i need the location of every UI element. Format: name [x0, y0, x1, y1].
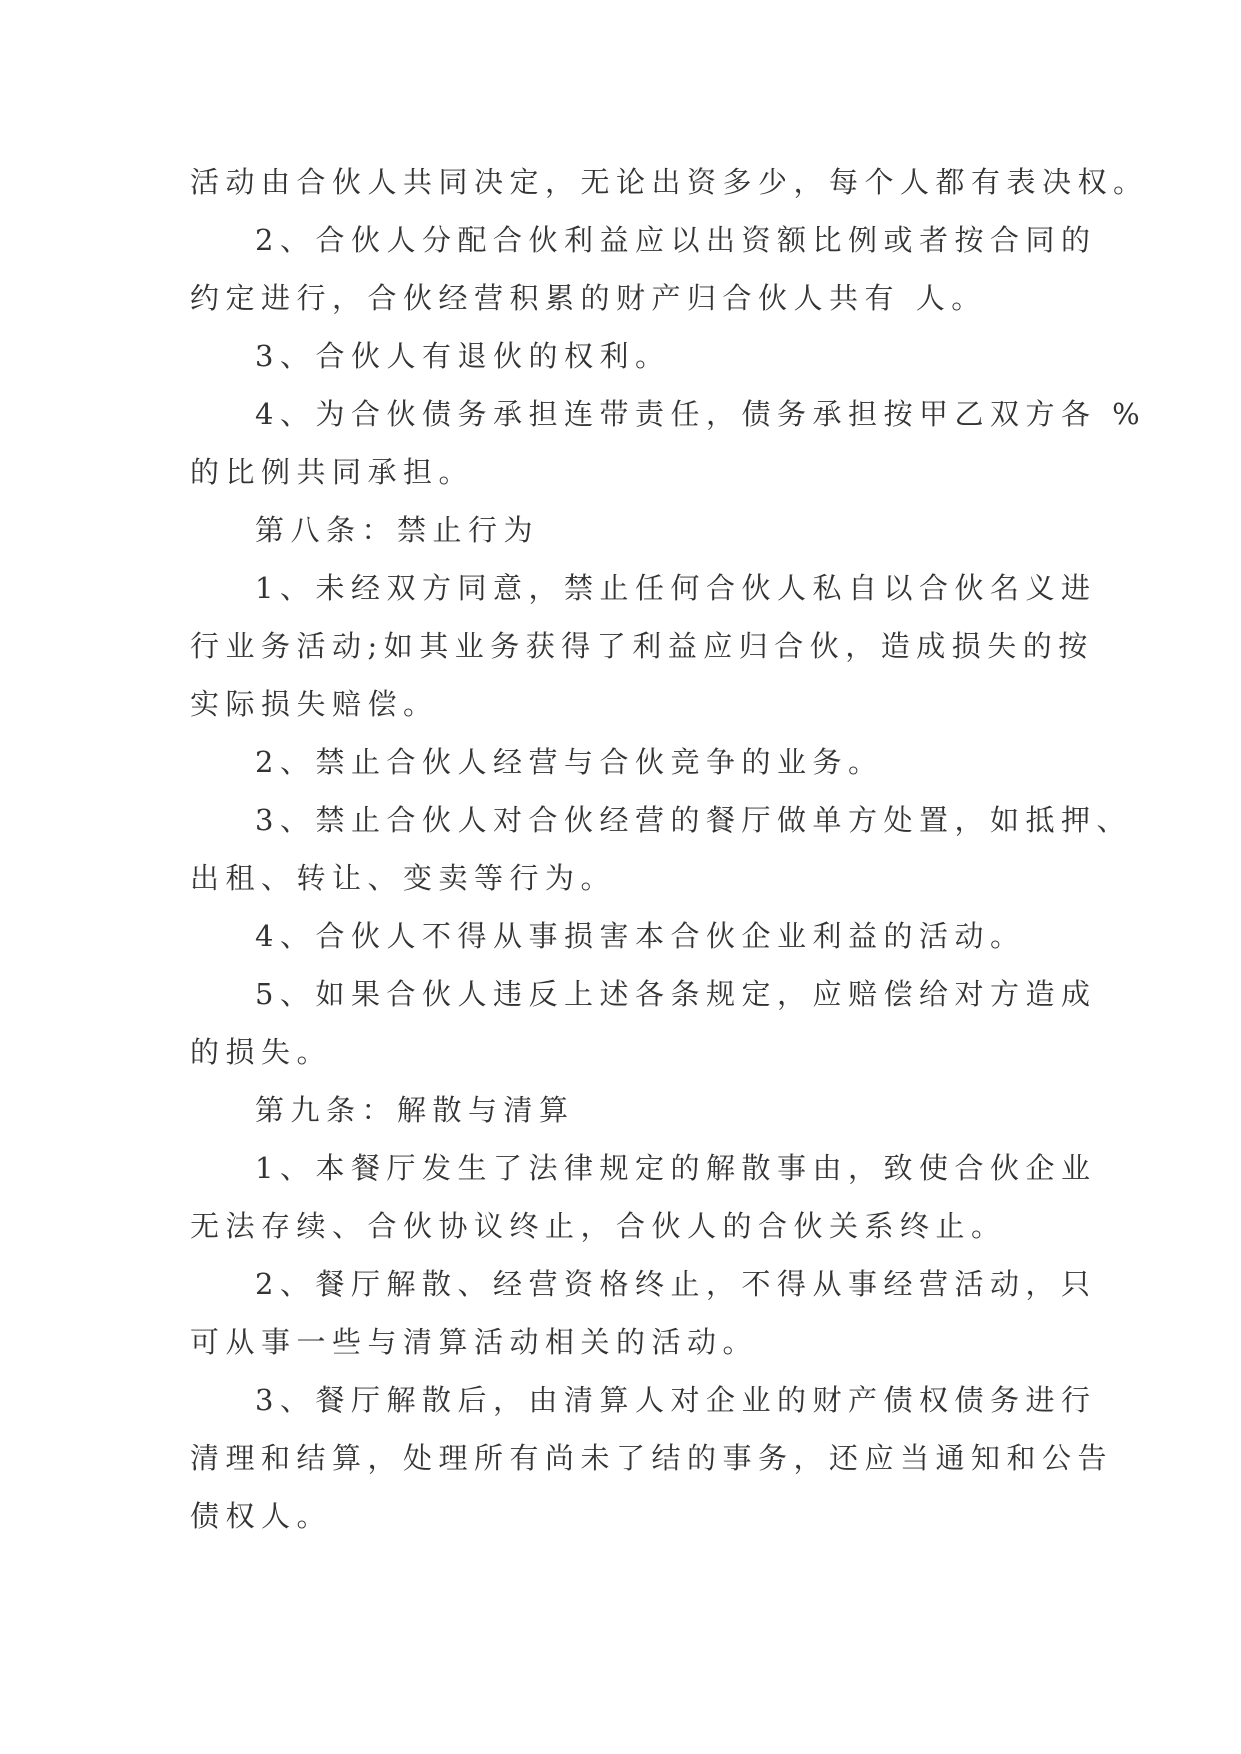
text-line: 实际损失赔偿。	[190, 687, 439, 721]
text-line: 2、合伙人分配合伙利益应以出资额比例或者按合同的	[255, 223, 1097, 257]
section-heading: 第九条：解散与清算	[255, 1093, 575, 1127]
text-line: 3、餐厅解散后，由清算人对企业的财产债权债务进行	[255, 1383, 1097, 1417]
text-line: 出租、转让、变卖等行为。	[190, 861, 617, 895]
text-line: 2、餐厅解散、经营资格终止，不得从事经营活动，只	[255, 1267, 1097, 1301]
text-line: 3、合伙人有退伙的权利。	[255, 339, 671, 373]
text-line: 4、合伙人不得从事损害本合伙企业利益的活动。	[255, 919, 1026, 953]
text-line: 无法存续、合伙协议终止，合伙人的合伙关系终止。	[190, 1209, 1007, 1243]
text-line: 4、为合伙债务承担连带责任，债务承担按甲乙双方各 %	[255, 397, 1147, 431]
text-line: 5、如果合伙人违反上述各条规定，应赔偿给对方造成	[255, 977, 1097, 1011]
text-line: 活动由合伙人共同决定，无论出资多少，每个人都有表决权。	[190, 165, 1149, 199]
text-line: 2、禁止合伙人经营与合伙竞争的业务。	[255, 745, 884, 779]
text-line: 行业务活动;如其业务获得了利益应归合伙，造成损失的按	[190, 629, 1094, 663]
text-line: 约定进行，合伙经营积累的财产归合伙人共有 人。	[190, 281, 987, 315]
text-line: 的损失。	[190, 1035, 333, 1069]
section-heading: 第八条：禁止行为	[255, 513, 540, 547]
text-line: 债权人。	[190, 1499, 333, 1533]
text-line: 3、禁止合伙人对合伙经营的餐厅做单方处置，如抵押、	[255, 803, 1132, 837]
text-line: 清理和结算，处理所有尚未了结的事务，还应当通知和公告	[190, 1441, 1114, 1475]
text-line: 1、未经双方同意，禁止任何合伙人私自以合伙名义进	[255, 571, 1097, 605]
text-line: 可从事一些与清算活动相关的活动。	[190, 1325, 759, 1359]
text-line: 1、本餐厅发生了法律规定的解散事由，致使合伙企业	[255, 1151, 1097, 1185]
text-line: 的比例共同承担。	[190, 455, 475, 489]
